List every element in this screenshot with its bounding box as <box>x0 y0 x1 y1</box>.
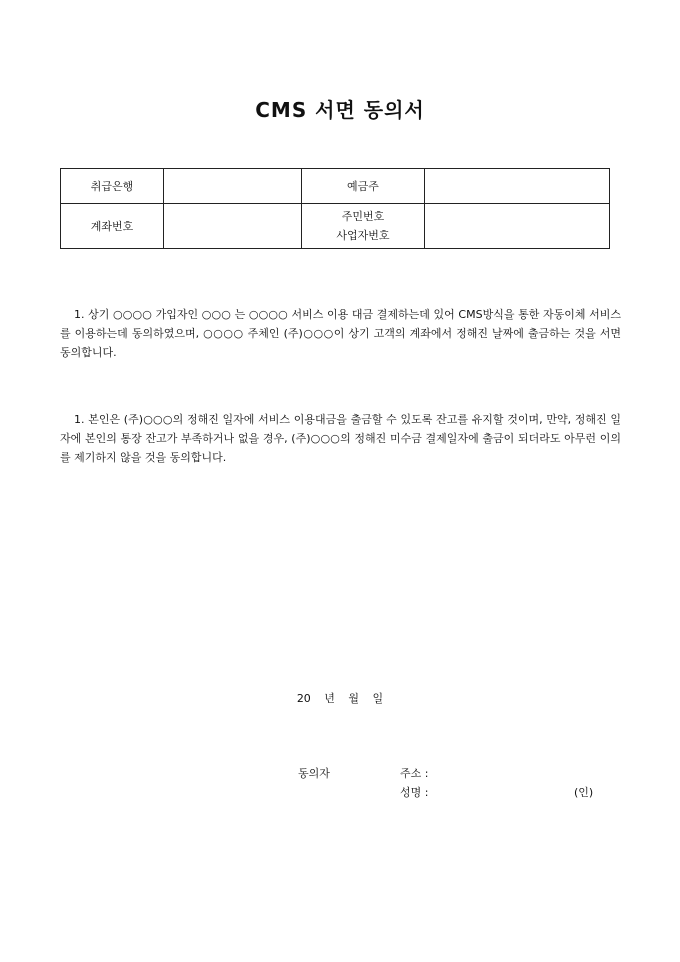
consent-paragraph-1: 1. 상기 ○○○○ 가입자인 ○○○ 는 ○○○○ 서비스 이용 대금 결제하는데 있어 CMS방식을 통한 자동이체 서비스를 이용하는데 동의하였으며, ○○○○ 주체인 (주)○○○이 상기 고객의 계좌에서 정해진 날짜에 출금하는 것을 서면 동의합니다. <box>60 308 621 359</box>
consent-paragraph-2: 1. 본인은 (주)○○○의 정해진 일자에 서비스 이용대금을 출금할 수 있도록 잔고를 유지할 것이며, 만약, 정해진 일자에 본인의 통장 잔고가 부족하거나 없을 경우, (주)○○○의 정해진 미수금 결제일자에 출금이 되더라도 아무런 이의를 제기하지 않을 것을 동의합니다. <box>60 413 621 464</box>
document-title: CMS 서면 동의서 <box>255 98 425 122</box>
id-value-cell[interactable] <box>425 204 610 249</box>
account-info-table <box>60 168 610 249</box>
bank-value-cell[interactable] <box>164 169 302 204</box>
seal-label: (인) <box>574 786 594 799</box>
name-label: 성명 : <box>400 786 429 799</box>
holder-value-cell[interactable] <box>425 169 610 204</box>
resident-number-label: 주민번호 <box>341 210 385 223</box>
id-label-cell <box>302 204 425 249</box>
bank-label: 취급은행 <box>61 169 164 204</box>
date-line: 20 년 월 일 <box>296 692 384 705</box>
table-row <box>61 204 610 249</box>
consenter-label: 동의자 <box>298 767 330 780</box>
business-number-label: 사업자번호 <box>336 229 390 242</box>
table-row <box>61 169 610 204</box>
account-value-cell[interactable] <box>164 204 302 249</box>
account-label: 계좌번호 <box>61 204 164 249</box>
holder-label: 예금주 <box>302 169 425 204</box>
address-label: 주소 : <box>400 767 429 780</box>
